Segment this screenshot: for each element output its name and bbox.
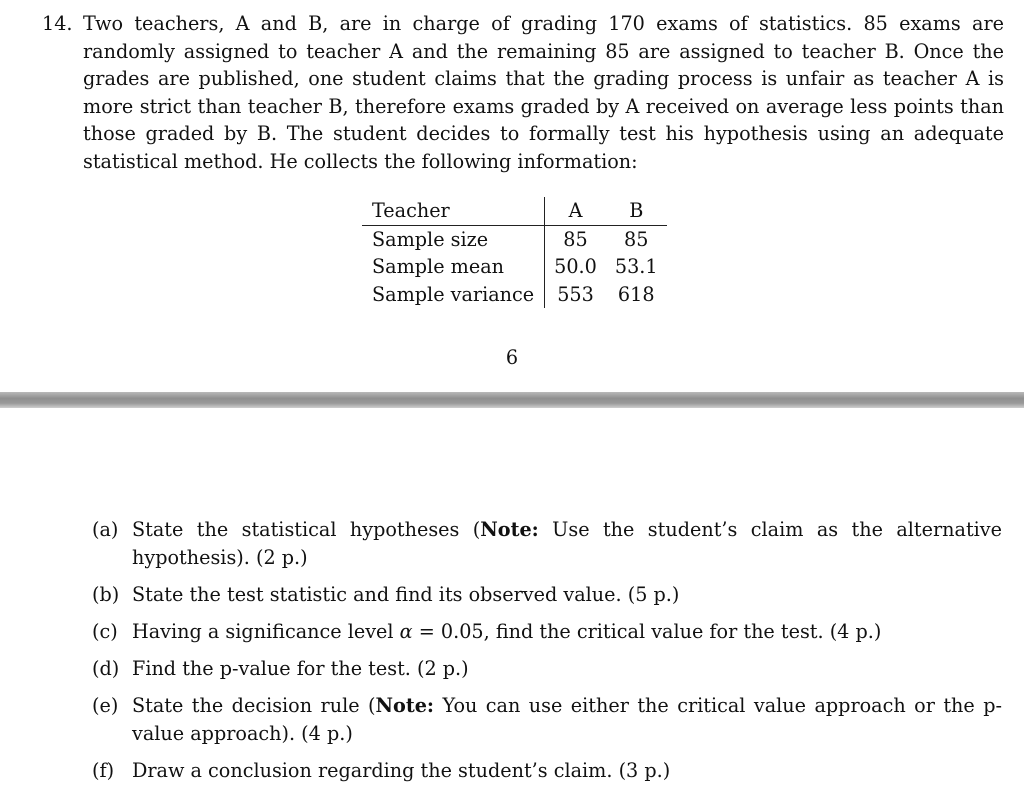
table-header-label: Teacher [362, 197, 545, 225]
table-header-b: B [606, 197, 667, 225]
part-letter: (d) [92, 656, 120, 680]
part-text [132, 692, 1002, 747]
page-lower [0, 408, 1024, 799]
part-f [92, 757, 1002, 785]
part-a [92, 516, 1002, 571]
data-table [362, 197, 667, 308]
table-cell-b: 618 [617, 282, 655, 306]
part-text-segment: You can use either the critical value approach or the p-value approach). (4 p.) [132, 693, 1002, 745]
part-letter: (a) [92, 518, 119, 541]
table-row-label: Sample variance [362, 281, 545, 309]
part-d [92, 655, 1002, 683]
part-text-segment: State the decision rule ( [132, 693, 376, 717]
table-row-label: Sample size [362, 225, 545, 253]
page-upper [0, 0, 1024, 392]
part-letter: (c) [92, 619, 118, 643]
part-c [92, 618, 1002, 646]
page-separator [0, 392, 1024, 408]
part-text: Draw a conclusion regarding the student’s claim. (3 p.) [132, 758, 671, 782]
table-row-label: Sample mean [362, 253, 545, 281]
problem-text: Two teachers, A and B, are in charge of grading 170 exams of statistics. 85 exams are randomly assigned to teacher A and the remaining 85 are assigned to teacher B. Once the grades are published, one student claims that the grading process is unfair as teacher A is more strict than teacher B, therefore exams graded by A received on average less points than those graded by B. The student decides to formally test his hypothesis using an adequate statistical method. He collects the following information: [83, 12, 1004, 173]
page-number: 6 [505, 346, 519, 369]
problem-number: 14. [42, 12, 73, 35]
note-label: Note: [375, 693, 434, 717]
part-text-segment: Use the student’s claim as the alternative hypothesis). (2 p.) [132, 518, 1002, 569]
table-cell-b: 53.1 [614, 255, 658, 279]
table-cell-a: 85 [563, 227, 588, 251]
part-b [92, 581, 1002, 609]
problem-statement [42, 10, 1004, 176]
table-header-a: A [545, 197, 606, 225]
part-text: State the test statistic and find its observed value. (5 p.) [132, 582, 680, 606]
part-text-segment: State the statistical hypotheses ( [132, 518, 481, 541]
table-row [362, 281, 667, 309]
part-text-segment: = 0.05, find the critical value for the test. (4 p.) [412, 619, 882, 643]
part-text [132, 618, 1002, 646]
alpha-symbol: α [399, 619, 413, 643]
part-letter: (b) [92, 582, 120, 606]
table-cell-a: 50.0 [554, 255, 597, 279]
part-letter: (e) [92, 693, 119, 717]
question-parts [92, 516, 1002, 794]
part-text [132, 516, 1002, 571]
part-letter: (f) [92, 758, 115, 782]
table-cell-a: 553 [557, 282, 594, 306]
table-cell-b: 85 [624, 227, 649, 251]
part-e [92, 692, 1002, 747]
part-text: Find the p-value for the test. (2 p.) [132, 656, 469, 680]
table-row [362, 225, 667, 253]
table-row [362, 253, 667, 281]
note-label: Note: [480, 518, 539, 541]
table-header-row [362, 197, 667, 225]
part-text-segment: Having a significance level [132, 619, 400, 643]
